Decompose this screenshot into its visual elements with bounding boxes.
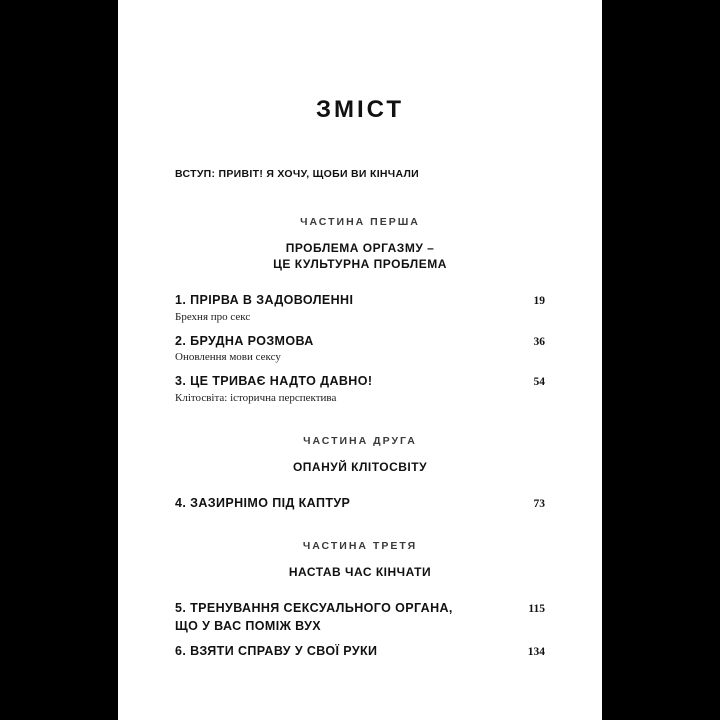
toc-entry: [175, 643, 545, 660]
part-one-title: [175, 240, 545, 272]
part-three-entries: [175, 600, 545, 660]
intro-entry: ВСТУП: ПРИВІТ! Я ХОЧУ, ЩОБИ ВИ КІНЧАЛИ: [175, 168, 419, 180]
page-title: ЗМІСТ: [315, 96, 405, 123]
toc-entry-title: 4. ЗАЗИРНІМО ПІД КАПТУР: [175, 496, 351, 511]
toc-entry-page: 134: [527, 646, 545, 659]
toc-entry: [175, 373, 545, 405]
toc-inner: [175, 168, 545, 660]
section-part-two: [175, 435, 545, 512]
toc-entry: [175, 333, 545, 365]
toc-entry-title: 2. БРУДНА РОЗМОВА: [175, 333, 314, 348]
toc-entry-page: 54: [533, 375, 545, 388]
toc-entry-page: 73: [533, 498, 545, 511]
toc-entry-subtitle: Оновлення мови сексу: [175, 351, 281, 364]
part-one-title-line2: ЦЕ КУЛЬТУРНА ПРОБЛЕМА: [273, 257, 447, 272]
toc-entry-subtitle: Брехня про секс: [175, 311, 251, 324]
toc-entry-title-line2: ЩО У ВАС ПОМІЖ ВУХ: [175, 618, 322, 633]
part-one-title-line1: ПРОБЛЕМА ОРГАЗМУ –: [285, 241, 435, 255]
toc-entry: [175, 600, 545, 635]
toc-entry-title: 3. ЦЕ ТРИВАЄ НАДТО ДАВНО!: [175, 373, 373, 388]
toc-entry-page: 36: [533, 335, 545, 348]
toc-content: [118, 0, 602, 674]
right-black-band: [602, 0, 720, 720]
left-black-band: [0, 0, 118, 720]
part-three-title: [175, 564, 545, 580]
part-two-title-line1: ОПАНУЙ КЛІТОСВІТУ: [292, 459, 428, 474]
part-one-label: ЧАСТИНА ПЕРША: [300, 216, 420, 228]
toc-entry-title-line1: 5. ТРЕНУВАННЯ СЕКСУАЛЬНОГО ОРГАНА,: [175, 601, 453, 616]
part-two-entries: [175, 495, 545, 512]
toc-entry-title: 6. ВЗЯТИ СПРАВУ У СВОЇ РУКИ: [175, 644, 378, 659]
toc-entry: [175, 292, 545, 324]
toc-entry: [175, 495, 545, 512]
toc-entry-title: [175, 600, 511, 635]
part-three-label: ЧАСТИНА ТРЕТЯ: [302, 539, 418, 552]
toc-entry-row: [175, 495, 545, 512]
toc-entry-page: 115: [528, 603, 545, 616]
toc-entry-subtitle: Клітосвіта: історична перспектива: [175, 391, 337, 404]
page-sheet: [118, 0, 602, 720]
toc-entry-row: [175, 643, 545, 660]
part-two-label: ЧАСТИНА ДРУГА: [303, 434, 417, 447]
part-one-entries: [175, 292, 545, 405]
toc-entry-title: 1. ПРІРВА В ЗАДОВОЛЕННІ: [175, 293, 354, 308]
toc-entry-row: [175, 333, 545, 350]
section-part-one: [175, 216, 545, 405]
toc-entry-row: [175, 292, 545, 309]
toc-entry-page: 19: [533, 295, 545, 308]
toc-entry-row: [175, 600, 545, 635]
part-two-title: [175, 459, 545, 475]
section-part-three: [175, 540, 545, 660]
part-three-title-line1: НАСТАВ ЧАС КІНЧАТИ: [288, 564, 432, 579]
toc-entry-row: [175, 373, 545, 390]
